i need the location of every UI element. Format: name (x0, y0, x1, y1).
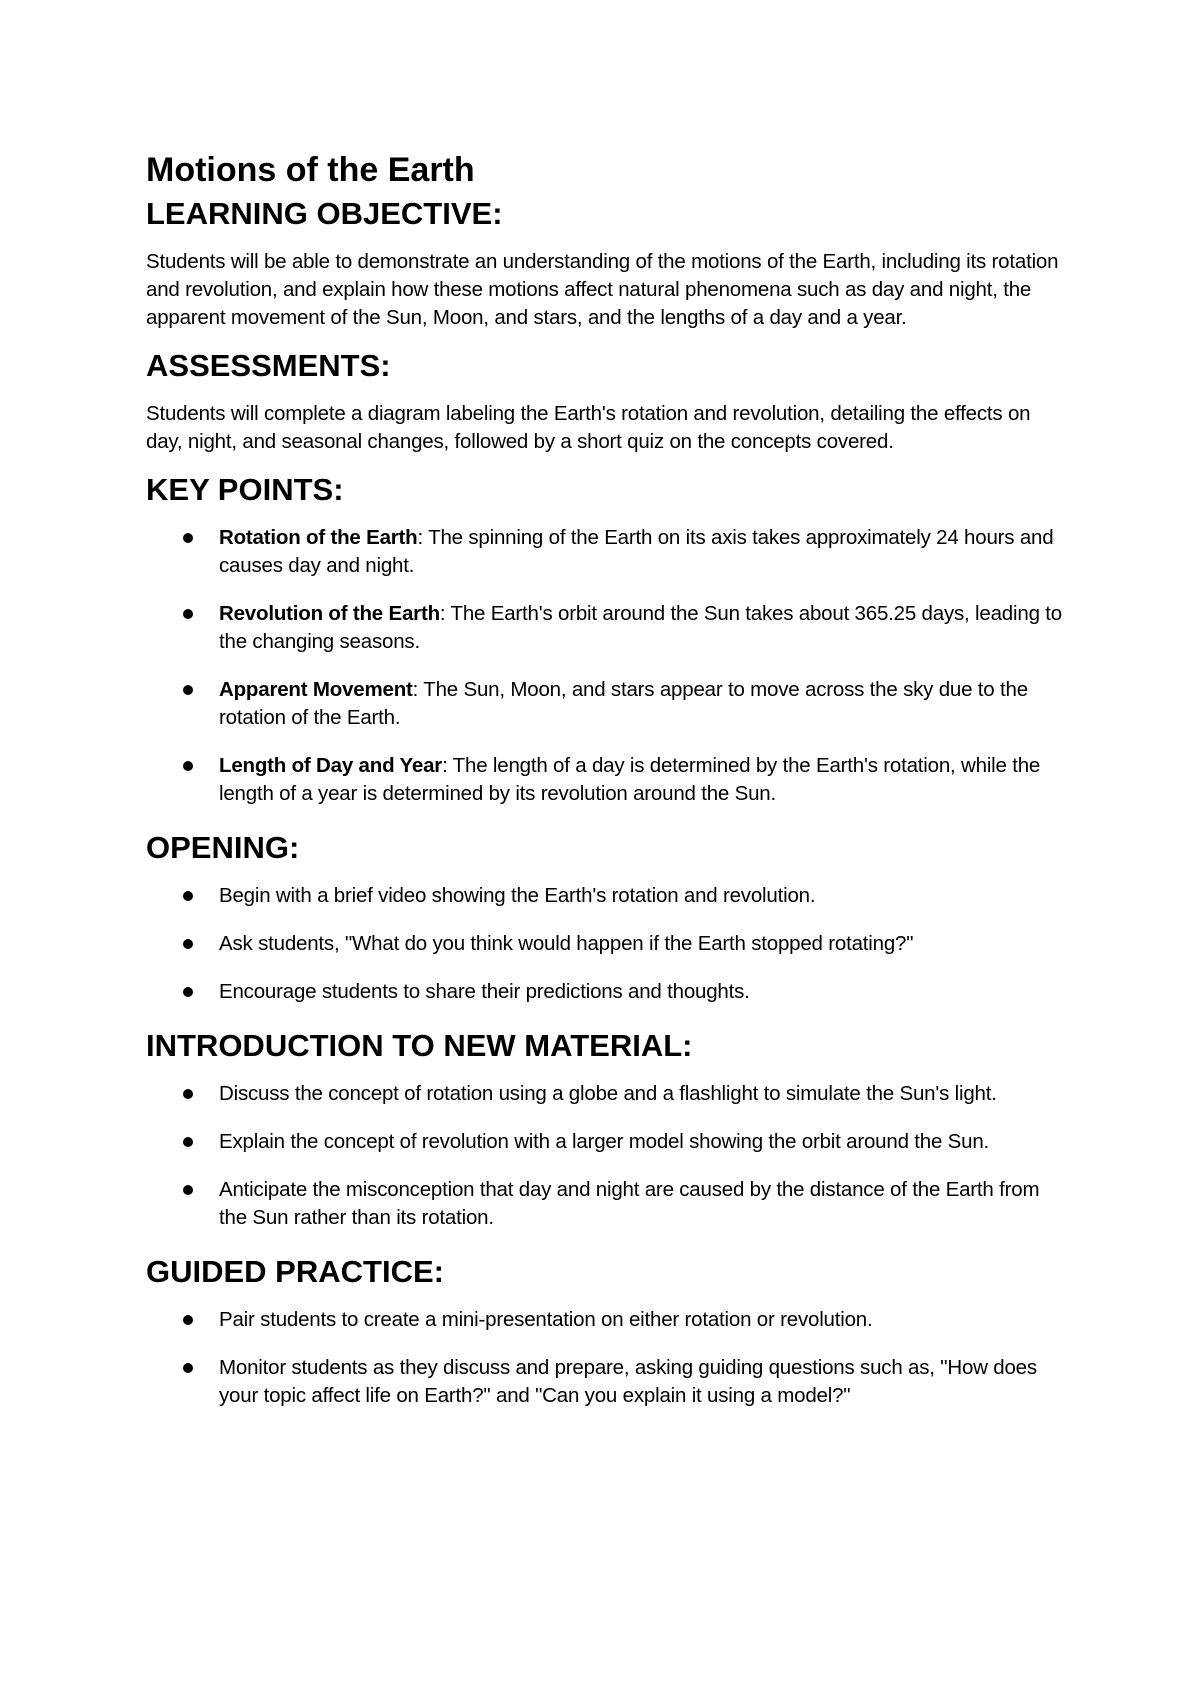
list-item (146, 752, 1066, 808)
bullet-icon (183, 1363, 193, 1373)
guided-practice-list (146, 1306, 1066, 1410)
key-points-heading: KEY POINTS: (146, 472, 344, 507)
document-title: Motions of the Earth (146, 151, 475, 189)
document-page (146, 150, 1066, 1430)
list-item (146, 676, 1066, 732)
list-item (146, 1306, 1066, 1334)
list-item-text: Encourage students to share their predictions and thoughts. (219, 980, 750, 1003)
key-point-text: : The length of a day is determined by the Earth's rotation, while the length of a year is determined by its revolution around the Sun. (219, 754, 1041, 805)
list-item-text: Discuss the concept of rotation using a globe and a flashlight to simulate the Sun's light. (219, 1082, 997, 1105)
key-point-term: Rotation of the Earth (219, 526, 418, 549)
bullet-icon (183, 1185, 193, 1195)
list-item (146, 930, 1066, 958)
list-item (146, 882, 1066, 910)
list-item (146, 978, 1066, 1006)
bullet-icon (183, 1089, 193, 1099)
bullet-icon (183, 891, 193, 901)
key-point-term: Apparent Movement (219, 678, 413, 701)
list-item (146, 1354, 1066, 1410)
list-item-text: Pair students to create a mini-presentation on either rotation or revolution. (219, 1308, 873, 1331)
bullet-icon (183, 1315, 193, 1325)
introduction-heading: INTRODUCTION TO NEW MATERIAL: (146, 1028, 693, 1063)
learning-objective-text: Students will be able to demonstrate an understanding of the motions of the Earth, including its rotation and revolution, and explain how these motions affect natural phenomena such as day and night, the apparent movement of the Sun, Moon, and stars, and the lengths of a day and a year. (146, 250, 1059, 329)
guided-practice-heading: GUIDED PRACTICE: (146, 1254, 444, 1289)
key-point-text: : The spinning of the Earth on its axis takes approximately 24 hours and causes day and night. (219, 526, 1054, 577)
opening-heading: OPENING: (146, 830, 300, 865)
assessments-text: Students will complete a diagram labeling the Earth's rotation and revolution, detailing the effects on day, night, and seasonal changes, followed by a short quiz on the concepts covered. (146, 402, 1031, 453)
bullet-icon (183, 533, 193, 543)
bullet-icon (183, 987, 193, 997)
list-item (146, 1080, 1066, 1108)
bullet-icon (183, 761, 193, 771)
key-point-term: Revolution of the Earth (219, 602, 440, 625)
key-point-term: Length of Day and Year (219, 754, 443, 777)
list-item (146, 1176, 1066, 1232)
bullet-icon (183, 685, 193, 695)
opening-list (146, 882, 1066, 1006)
list-item (146, 1128, 1066, 1156)
list-item-text: Anticipate the misconception that day and night are caused by the distance of the Earth from the Sun rather than its rotation. (219, 1178, 1040, 1229)
list-item (146, 600, 1066, 656)
key-point-text: : The Sun, Moon, and stars appear to move across the sky due to the rotation of the Earth. (219, 678, 1028, 729)
learning-objective-heading: LEARNING OBJECTIVE: (146, 196, 503, 231)
bullet-icon (183, 939, 193, 949)
list-item-text: Explain the concept of revolution with a larger model showing the orbit around the Sun. (219, 1130, 990, 1153)
assessments-heading: ASSESSMENTS: (146, 348, 391, 383)
introduction-list (146, 1080, 1066, 1232)
list-item (146, 524, 1066, 580)
key-points-list (146, 524, 1066, 808)
key-point-text: : The Earth's orbit around the Sun takes about 365.25 days, leading to the changing seasons. (219, 602, 1062, 653)
list-item-text: Monitor students as they discuss and prepare, asking guiding questions such as, "How does your topic affect life on Earth?" and "Can you explain it using a model?" (219, 1356, 1037, 1407)
list-item-text: Ask students, "What do you think would happen if the Earth stopped rotating?" (219, 932, 914, 955)
bullet-icon (183, 1137, 193, 1147)
list-item-text: Begin with a brief video showing the Earth's rotation and revolution. (219, 884, 816, 907)
bullet-icon (183, 609, 193, 619)
